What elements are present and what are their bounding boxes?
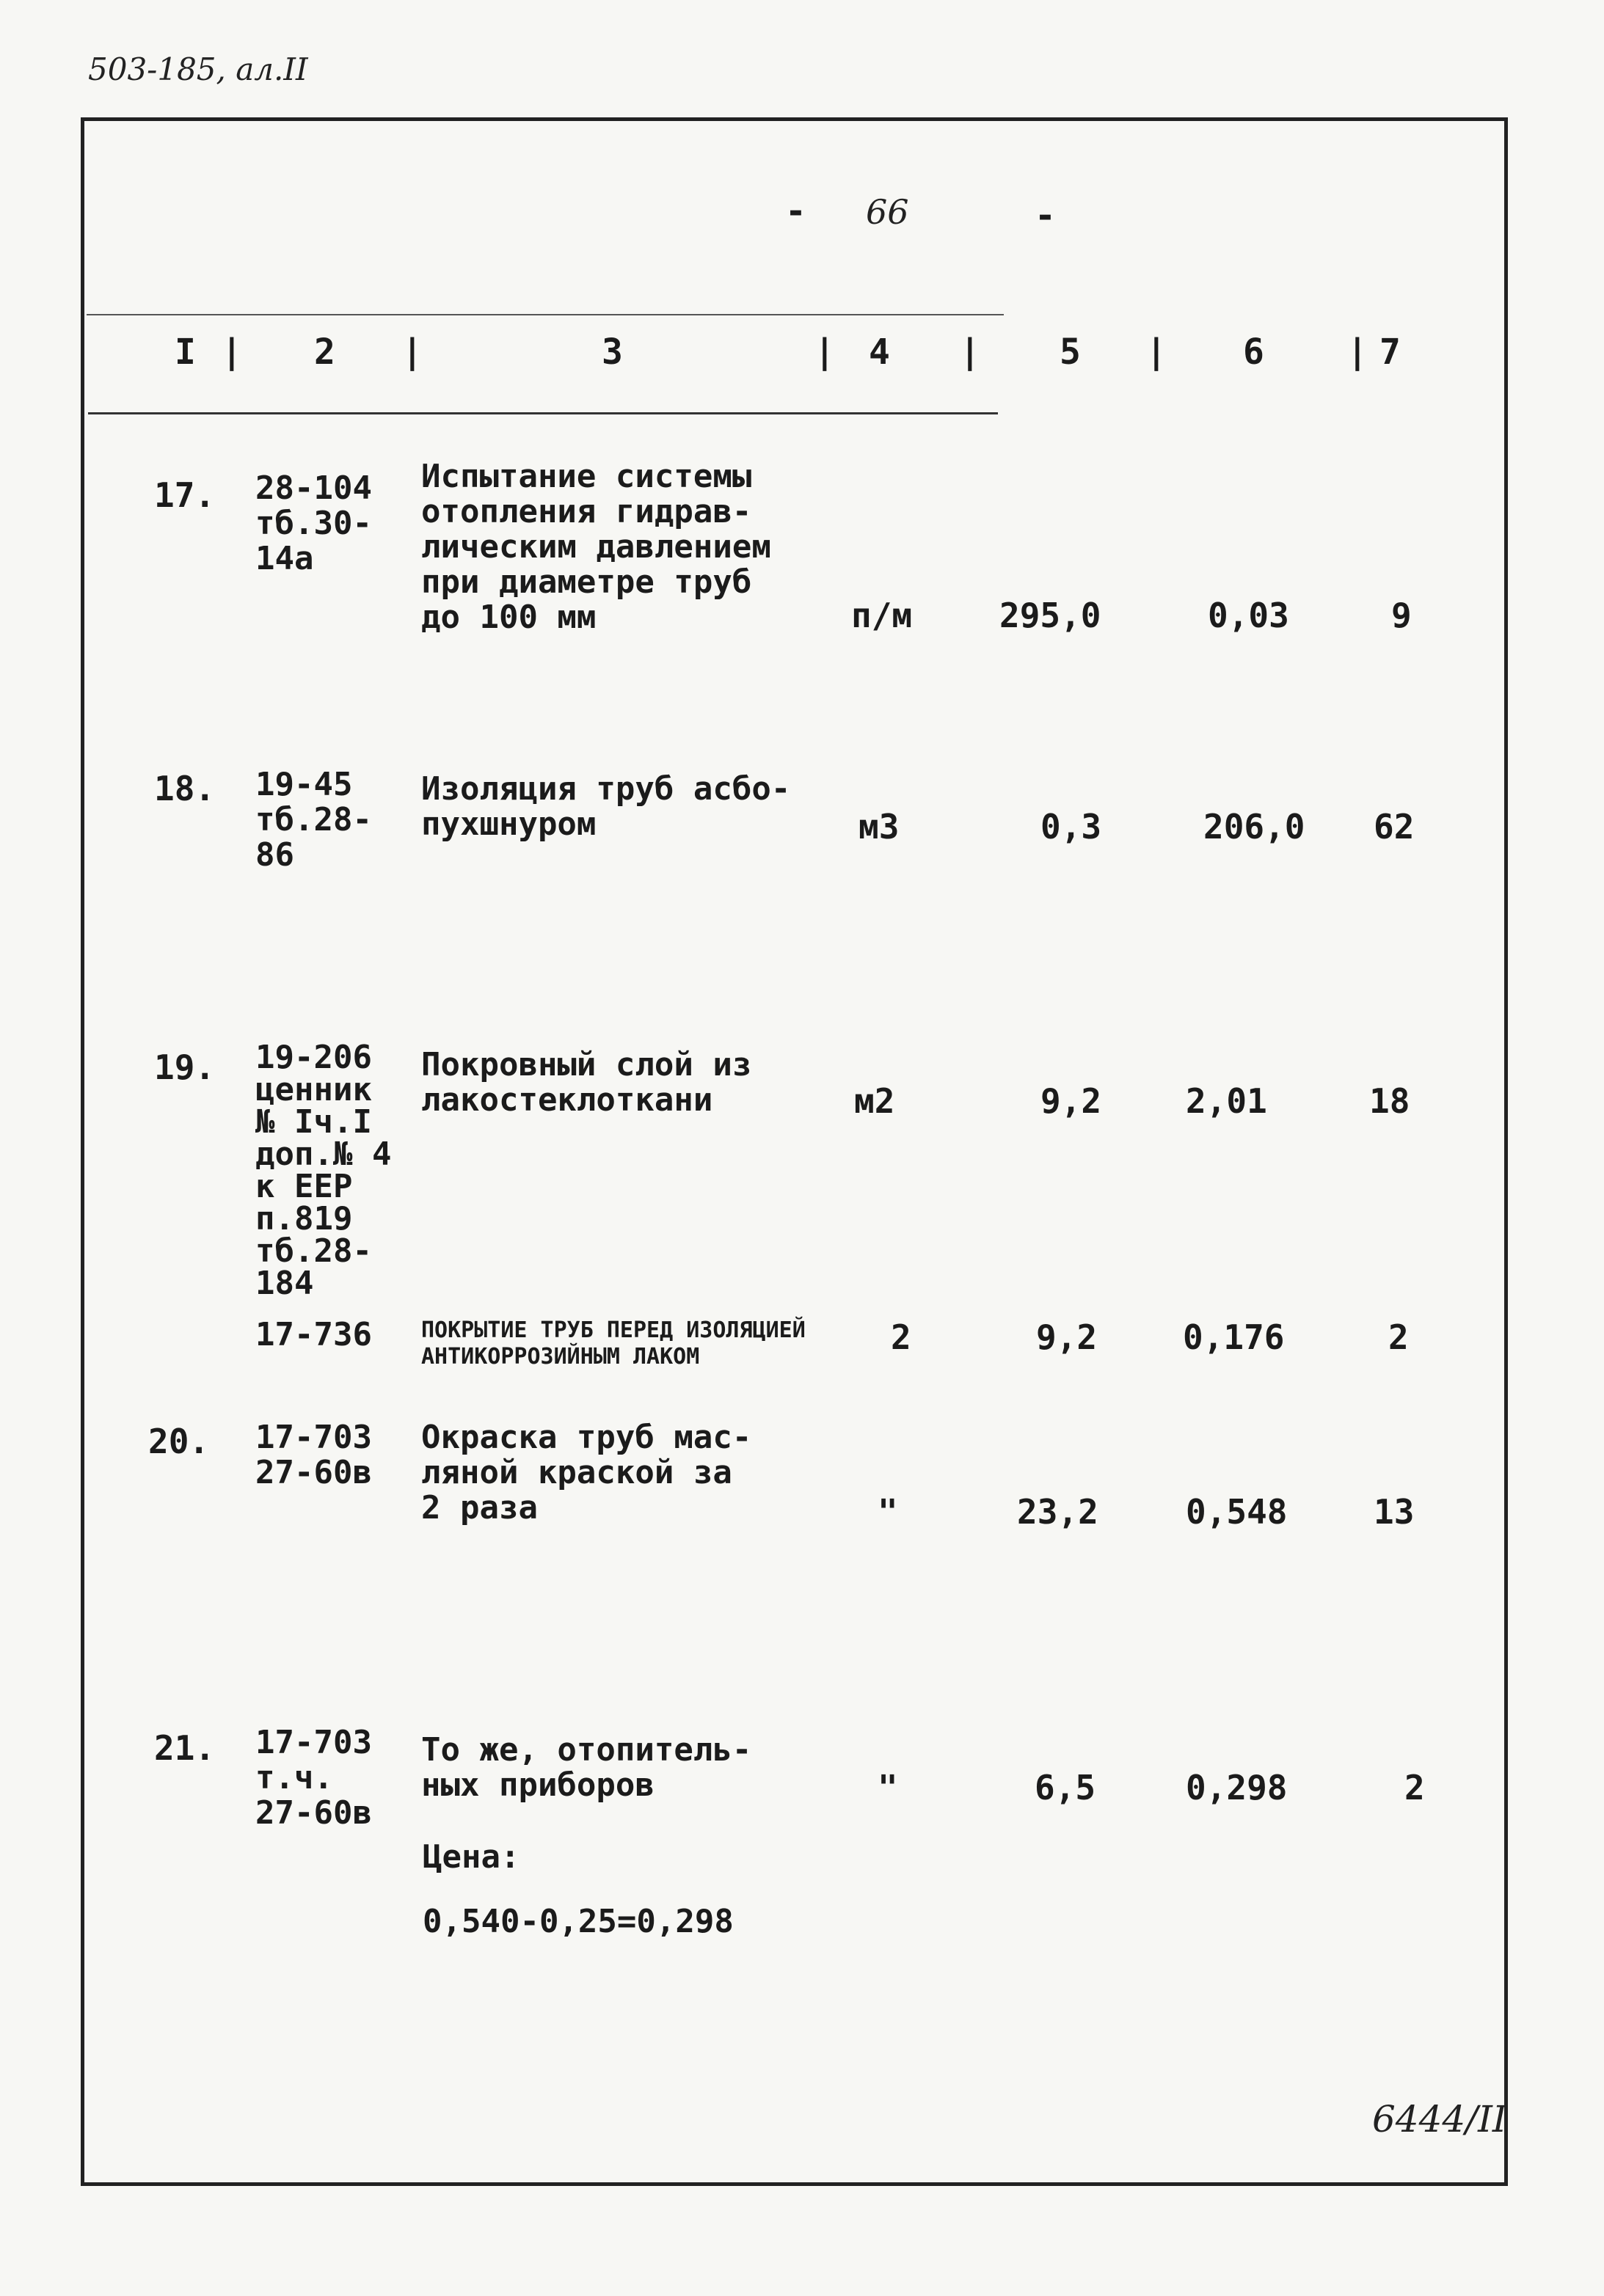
col-header-1: I bbox=[175, 332, 196, 373]
quantity: 9,2 bbox=[1036, 1317, 1098, 1357]
total-cost: 2 bbox=[1388, 1317, 1409, 1357]
col-header-2: 2 bbox=[314, 332, 335, 373]
col-divider: | bbox=[222, 332, 242, 371]
norm-code: 17-703 т.ч. 27-60в bbox=[255, 1724, 372, 1832]
col-header-7: 7 bbox=[1379, 332, 1401, 373]
quantity: 295,0 bbox=[999, 596, 1101, 635]
unit: м3 bbox=[858, 807, 900, 847]
work-description: Покровный слой из лакостеклоткани bbox=[421, 1046, 752, 1119]
work-description: ПОКРЫТИЕ ТРУБ ПЕРЕД ИЗОЛЯЦИЕЙ АНТИКОРРОЗИЙНЫМ ЛАКОМ bbox=[421, 1317, 806, 1370]
work-description: То же, отопитель- ных приборов bbox=[421, 1731, 752, 1804]
page-number-dash-right: - bbox=[1035, 195, 1056, 236]
col-divider: | bbox=[402, 332, 423, 371]
unit-price: 0,548 bbox=[1186, 1492, 1288, 1532]
unit-price: 206,0 bbox=[1203, 807, 1305, 847]
work-description: Изоляция труб асбо- пухшнуром bbox=[421, 770, 791, 843]
page-number-dash-left: - bbox=[785, 191, 806, 232]
row-number: 19. bbox=[154, 1048, 216, 1087]
document-reference: 503-185, ал.II bbox=[88, 51, 308, 87]
unit-price: 0,176 bbox=[1183, 1317, 1285, 1357]
work-description: Окраска труб мас- ляной краской за 2 раза bbox=[421, 1419, 752, 1527]
norm-code: 17-703 27-60в bbox=[255, 1419, 372, 1491]
quantity: 6,5 bbox=[1035, 1768, 1096, 1807]
row-number: 17. bbox=[154, 475, 216, 515]
header-top-rule bbox=[87, 314, 1004, 315]
quantity: 9,2 bbox=[1040, 1081, 1102, 1121]
unit-price: 0,298 bbox=[1186, 1768, 1288, 1807]
col-divider: | bbox=[960, 332, 980, 371]
unit: " bbox=[878, 1492, 898, 1532]
total-cost: 13 bbox=[1374, 1492, 1415, 1532]
unit: " bbox=[878, 1768, 898, 1807]
page-number: 66 bbox=[866, 192, 909, 232]
unit-price: 2,01 bbox=[1186, 1081, 1267, 1121]
norm-code: 19-45 тб.28- 86 bbox=[255, 766, 372, 874]
total-cost: 2 bbox=[1404, 1768, 1425, 1807]
col-divider: | bbox=[814, 332, 835, 371]
total-cost: 18 bbox=[1369, 1081, 1410, 1121]
col-header-3: 3 bbox=[602, 332, 623, 373]
unit-price: 0,03 bbox=[1208, 596, 1289, 635]
header-bottom-rule bbox=[88, 412, 998, 414]
col-divider: | bbox=[1146, 332, 1167, 371]
col-header-6: 6 bbox=[1243, 332, 1264, 373]
row-number: 18. bbox=[154, 769, 216, 808]
price-note-label: Цена: bbox=[423, 1838, 520, 1876]
price-note-formula: 0,540-0,25=0,298 bbox=[423, 1903, 734, 1940]
unit: п/м bbox=[851, 596, 913, 635]
unit: 2 bbox=[891, 1317, 911, 1357]
row-number: 20. bbox=[148, 1422, 210, 1461]
col-divider: | bbox=[1347, 332, 1368, 371]
norm-code: 19-206 ценник № Iч.I доп.№ 4 к ЕЕР п.819 тб.28- 184 bbox=[255, 1039, 392, 1302]
work-description: Испытание системы отопления гидрав- лическим давлением при диаметре труб до 100 мм bbox=[421, 458, 771, 636]
col-header-4: 4 bbox=[869, 332, 890, 373]
norm-code: 17-736 bbox=[255, 1316, 372, 1353]
total-cost: 9 bbox=[1391, 596, 1412, 635]
row-number: 21. bbox=[154, 1728, 216, 1768]
norm-code: 28-104 тб.30- 14а bbox=[255, 469, 372, 577]
unit: м2 bbox=[854, 1081, 895, 1121]
total-cost: 62 bbox=[1374, 807, 1415, 847]
quantity: 0,3 bbox=[1040, 807, 1102, 847]
col-header-5: 5 bbox=[1060, 332, 1081, 373]
quantity: 23,2 bbox=[1017, 1492, 1098, 1532]
sheet-mark: 6444/II bbox=[1372, 2098, 1507, 2140]
